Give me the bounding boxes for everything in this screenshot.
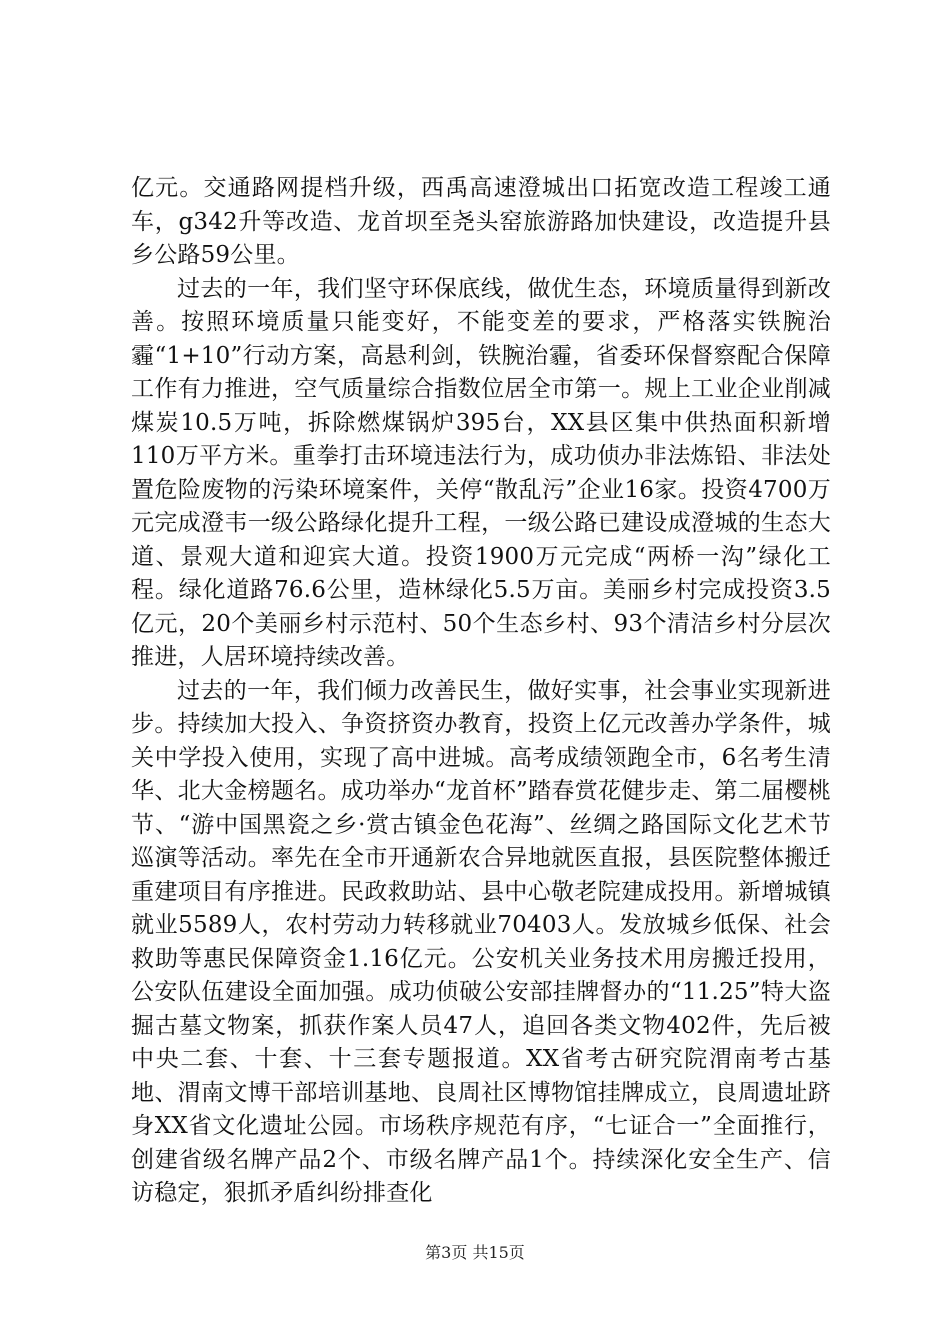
paragraph-livelihood: 过去的一年，我们倾力改善民生，做好实事，社会事业实现新进步。持续加大投入、争资挤资办教育，投资上亿元改善办学条件，城关中学投入使用，实现了高中进城。高考成绩领跑全市，6名考生清华、北大金榜题名。成功举办“龙首杯”踏春赏花健步走、第二届樱桃节、“游中国黑瓷之乡·赏古镇金色花海”、丝绸之路国际文化艺术节巡演等活动。率先在全市开通新农合异地就医直报，县医院整体搬迁重建项目有序推进。民政救助站、县中心敬老院建成投用。新增城镇就业5589人，农村劳动力转移就业70403人。发放城乡低保、社会救助等惠民保障资金1.16亿元。公安机关业务技术用房搬迁投用，公安队伍建设全面加强。成功侦破公安部挂牌督办的“11.25”特大盗掘古墓文物案，抓获作案人员47人，追回各类文物402件，先后被中央二套、十套、十三套专题报道。XX省考古研究院渭南考古基地、渭南文博干部培训基地、良周社区博物馆挂牌成立，良周遗址跻身XX省文化遗址公园。市场秩序规范有序，“七证合一”全面推行，创建省级名牌产品2个、市级名牌产品1个。持续深化安全生产、信访稳定，狠抓矛盾纠纷排查化 <box>131 677 831 1206</box>
paragraph-transport: 亿元。交通路网提档升级，西禹高速澄城出口拓宽改造工程竣工通车，g342升等改造、龙首坝至尧头窑旅游路加快建设，改造提升县乡公路59公里。 <box>131 175 831 268</box>
paragraph-environment: 过去的一年，我们坚守环保底线，做优生态，环境质量得到新改善。按照环境质量只能变好，不能变差的要求，严格落实铁腕治霾“1+10”行动方案，高悬利剑，铁腕治霾，省委环保督察配合保障工作有力推进，空气质量综合指数位居全市第一。规上工业企业削减煤炭10.5万吨，拆除燃煤锅炉395台，XX县区集中供热面积新增110万平方米。重拳打击环境违法行为，成功侦办非法炼铅、非法处置危险废物的污染环境案件，关停“散乱污”企业16家。投资4700万元完成澄韦一级公路绿化提升工程，一级公路已建设成澄城的生态大道、景观大道和迎宾大道。投资1900万元完成“两桥一沟”绿化工程。绿化道路76.6公里，造林绿化5.5万亩。美丽乡村完成投资3.5亿元，20个美丽乡村示范村、50个生态乡村、93个清洁乡村分层次推进，人居环境持续改善。 <box>131 275 831 670</box>
document-body <box>131 172 831 1211</box>
page-number-footer: 第3页 共15页 <box>425 1243 525 1262</box>
